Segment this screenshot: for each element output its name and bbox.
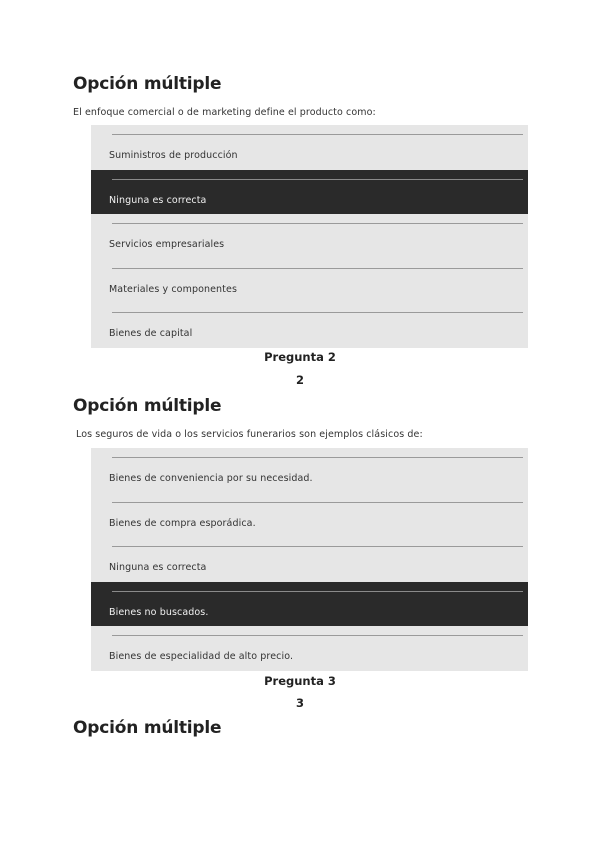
question-2-option-1[interactable] [91, 448, 528, 493]
option-divider [112, 457, 523, 458]
question-1-option-3[interactable] [91, 214, 528, 259]
option-label: Bienes de especialidad de alto precio. [109, 651, 294, 663]
option-divider [112, 268, 523, 269]
option-label: Bienes de compra esporádica. [109, 517, 256, 529]
question-2-heading: Opción múltiple [73, 396, 222, 416]
question-2-option-4-selected[interactable] [91, 582, 528, 627]
option-label: Bienes no buscados. [109, 606, 209, 618]
option-divider [112, 223, 523, 224]
option-label: Servicios empresariales [109, 239, 225, 251]
option-divider [112, 635, 523, 636]
question-2-number: 2 [295, 373, 304, 387]
option-label: Bienes de conveniencia por su necesidad. [109, 473, 313, 484]
option-label: Ninguna es correcta [109, 194, 207, 206]
option-label: Bienes de capital [109, 328, 193, 340]
question-3-heading: Opción múltiple [73, 718, 222, 738]
question-2-option-3[interactable] [91, 537, 528, 582]
question-1-heading: Opción múltiple [73, 74, 222, 94]
option-divider [112, 502, 523, 503]
question-1-prompt: El enfoque comercial o de marketing define el producto como: [73, 107, 376, 118]
option-divider [112, 179, 523, 180]
option-label: Materiales y componentes [109, 283, 237, 295]
option-divider [112, 134, 523, 135]
question-1-option-5[interactable] [91, 303, 528, 348]
option-label: Suministros de producción [109, 150, 238, 161]
question-2-option-5[interactable] [91, 626, 528, 671]
question-1-option-2-selected[interactable] [91, 170, 528, 215]
option-divider [112, 546, 523, 547]
question-2-label: Pregunta 2 [264, 350, 336, 364]
question-2-option-2[interactable] [91, 493, 528, 538]
question-3-number: 3 [295, 696, 304, 710]
option-label: Ninguna es correcta [109, 562, 207, 574]
question-2-prompt: Los seguros de vida o los servicios funerarios son ejemplos clásicos de: [76, 429, 423, 440]
question-1-options [91, 125, 528, 348]
option-divider [112, 312, 523, 313]
question-3-label: Pregunta 3 [264, 674, 336, 688]
question-1-option-4[interactable] [91, 259, 528, 304]
question-1-option-1[interactable] [91, 125, 528, 170]
question-2-options [91, 448, 528, 671]
option-divider [112, 591, 523, 592]
